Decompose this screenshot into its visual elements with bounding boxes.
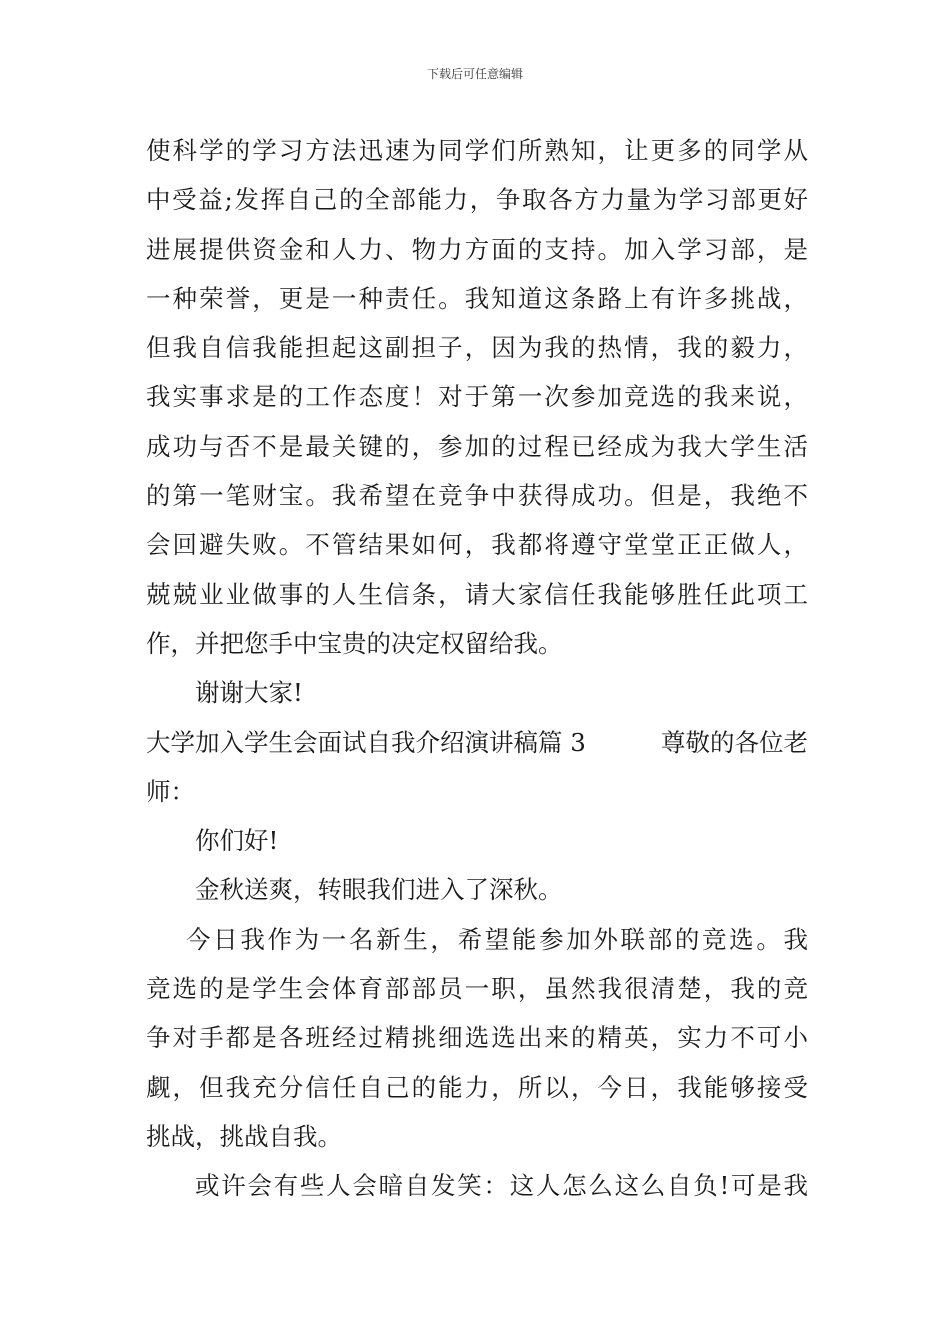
salutation-start: 尊敬的各位老 xyxy=(661,727,808,757)
text-line: 作，并把您手中宝贵的决定权留给我。 xyxy=(146,628,563,658)
text-line: 的第一笔财宝。我希望在竞争中获得成功。但是，我绝不 xyxy=(146,481,808,511)
text-line: 进展提供资金和人力、物力方面的支持。加入学习部，是 xyxy=(146,234,808,264)
document-body xyxy=(146,126,808,1211)
text-line: 我实事求是的工作态度！对于第一次参加竞选的我来说， xyxy=(146,382,808,412)
text-line: 竞选的是学生会体育部部员一职，虽然我很清楚，我的竞 xyxy=(146,974,808,1004)
text-line: 争对手都是各班经过精挑细选选出来的精英，实力不可小 xyxy=(146,1023,808,1053)
section-title: 大学加入学生会面试自我介绍演讲稿篇 3 xyxy=(146,727,586,757)
section-title-line xyxy=(146,718,808,767)
text-line: 一种荣誉，更是一种责任。我知道这条路上有许多挑战， xyxy=(146,283,808,313)
text-line: 兢兢业业做事的人生信条，请大家信任我能够胜任此项工 xyxy=(146,579,808,609)
text-line: 会回避失败。不管结果如何，我都将遵守堂堂正正做人， xyxy=(146,530,808,560)
text-line: 挑战，挑战自我。 xyxy=(146,1121,342,1151)
text-line: 或许会有些人会暗自发笑：这人怎么这么自负!可是我 xyxy=(195,1171,808,1201)
text-line: 金秋送爽，转眼我们进入了深秋。 xyxy=(195,875,563,905)
text-line: 中受益;发挥自己的全部能力，争取各方力量为学习部更好 xyxy=(146,185,808,215)
text-line: 成功与否不是最关键的，参加的过程已经成为我大学生活 xyxy=(146,431,808,461)
text-line: 谢谢大家! xyxy=(195,678,303,708)
text-line: 觑，但我充分信任自己的能力，所以，今日，我能够接受 xyxy=(146,1072,808,1102)
text-line: 师： xyxy=(146,776,195,806)
text-line: 今日我作为一名新生，希望能参加外联部的竞选。我 xyxy=(186,924,808,954)
page-header: 下载后可任意编辑 xyxy=(426,67,523,81)
text-line: 但我自信我能担起这副担子，因为我的热情，我的毅力， xyxy=(146,333,808,363)
text-line: 你们好! xyxy=(195,826,279,856)
text-line: 使科学的学习方法迅速为同学们所熟知，让更多的同学从 xyxy=(146,136,808,165)
